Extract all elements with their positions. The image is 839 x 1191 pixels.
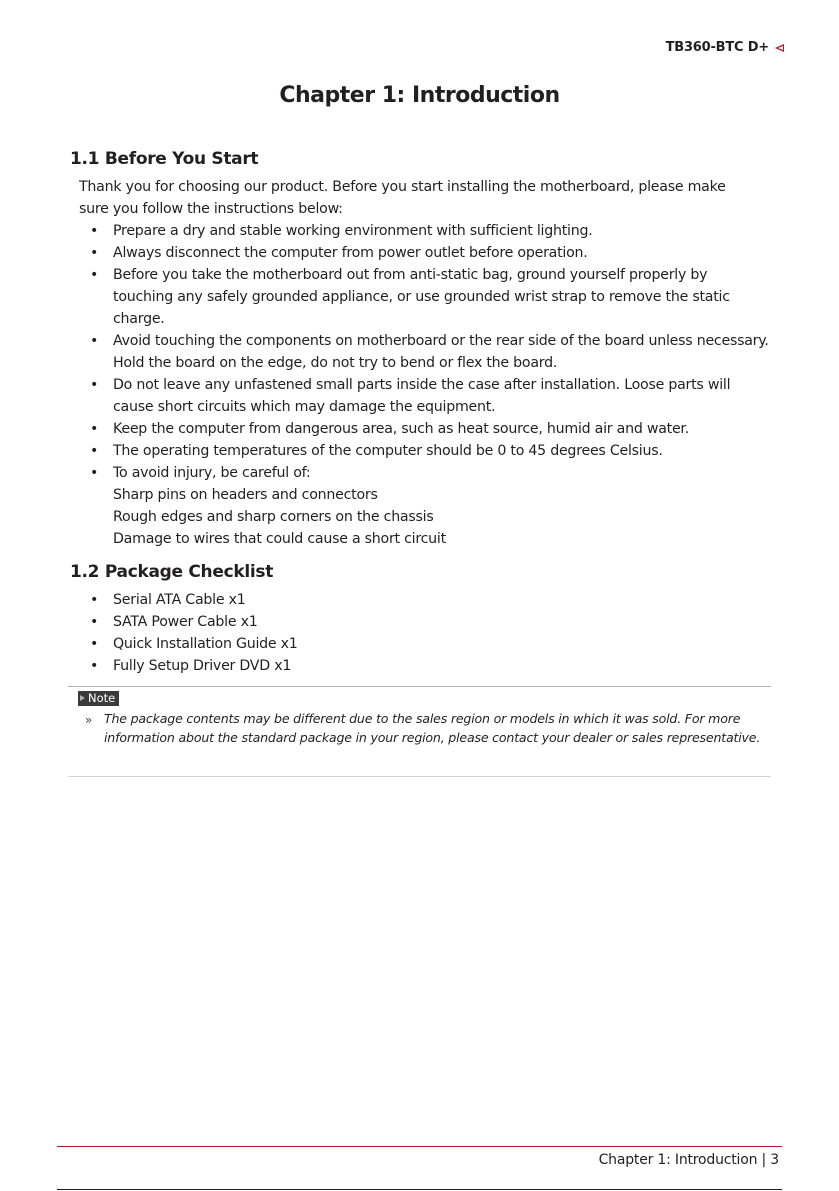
section-title-before-you-start: 1.1 Before You Start	[70, 149, 259, 169]
list-item: • Avoid touching the components on motherboard or the rear side of the board unless necessary. Hold the board on the edge, do not try to bend or flex the board.	[90, 330, 770, 374]
package-checklist	[90, 589, 770, 677]
injury-item: Rough edges and sharp corners on the chassis	[113, 509, 434, 525]
footer-divider	[57, 1146, 782, 1147]
double-chevron-icon: »	[85, 713, 93, 727]
intro-line: Thank you for choosing our product. Before you start installing the motherboard, please make	[79, 179, 726, 195]
list-item: • SATA Power Cable x1	[90, 611, 770, 633]
intro-line: sure you follow the instructions below:	[79, 201, 343, 217]
injury-item: Sharp pins on headers and connectors	[113, 487, 378, 503]
note-text: The package contents may be different due to the sales region or models in which it was sold. For more information about the standard package in your region, please contact your dealer or sales representative.	[104, 711, 761, 745]
note-box	[68, 686, 771, 777]
list-item: • Fully Setup Driver DVD x1	[90, 655, 770, 677]
list-item: • Keep the computer from dangerous area, such as heat source, humid air and water.	[90, 418, 770, 440]
header-model	[666, 40, 784, 55]
intro-paragraph	[79, 176, 779, 220]
note-label-text: Note	[88, 691, 116, 705]
list-item: • The operating temperatures of the computer should be 0 to 45 degrees Celsius.	[90, 440, 770, 462]
chapter-title: Chapter 1: Introduction	[279, 83, 560, 108]
model-name: TB360-BTC D+	[665, 40, 769, 55]
footer-bottom-divider	[57, 1189, 782, 1190]
footer-page-label: Chapter 1: Introduction | 3	[598, 1152, 779, 1168]
section-title-package-checklist: 1.2 Package Checklist	[70, 562, 274, 582]
note-label	[78, 691, 119, 706]
injury-item: Damage to wires that could cause a short circuit	[113, 531, 446, 547]
list-item: • Before you take the motherboard out from anti-static bag, ground yourself properly by touching any safely grounded appliance, or use grounded wrist strap to remove the static charge.	[90, 264, 770, 330]
list-item: • Serial ATA Cable x1	[90, 589, 770, 611]
triangle-right-icon	[80, 695, 85, 701]
list-item: • Do not leave any unfastened small parts inside the case after installation. Loose parts will cause short circuits which may damage the equipment.	[90, 374, 770, 418]
chevron-left-icon	[775, 44, 784, 52]
injury-heading: • To avoid injury, be careful of:	[113, 465, 311, 481]
list-item: • Always disconnect the computer from power outlet before operation.	[90, 242, 770, 264]
list-item: • Prepare a dry and stable working environment with sufficient lighting.	[90, 220, 770, 242]
before-start-list	[90, 220, 770, 550]
list-item-injury	[90, 462, 770, 550]
list-item: • Quick Installation Guide x1	[90, 633, 770, 655]
